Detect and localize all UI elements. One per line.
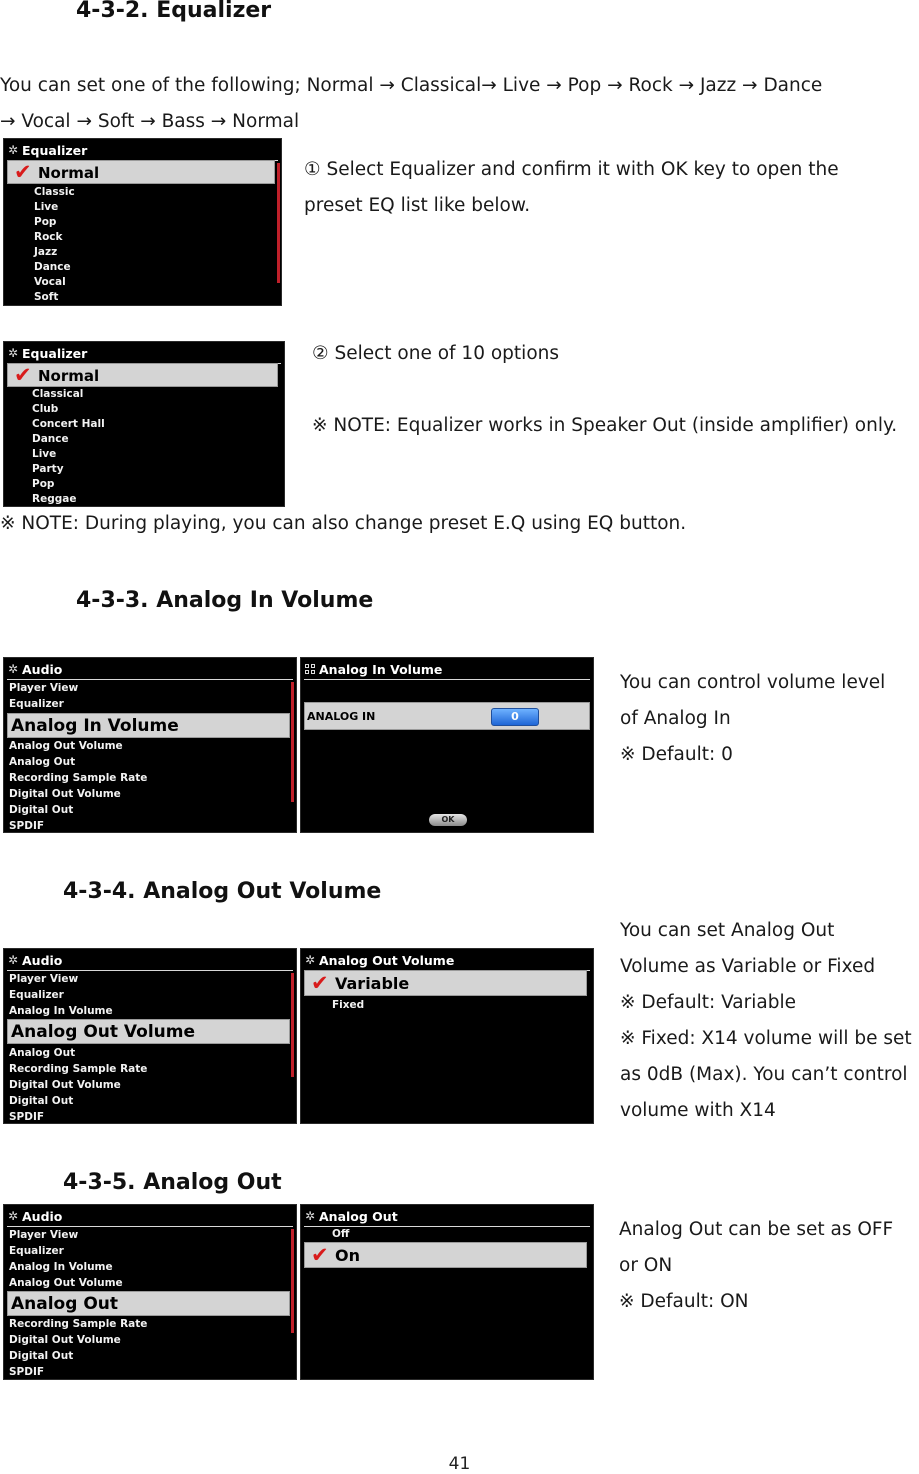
screen-title: Analog In Volume <box>319 661 443 677</box>
list-item: Equalizer <box>9 989 64 1001</box>
analog-out-volume-screen <box>300 948 594 1124</box>
list-item: Digital Out Volume <box>9 788 121 800</box>
list-item: Club <box>32 403 59 415</box>
screen-title: Audio <box>22 952 63 968</box>
selected-row: Analog Out <box>7 1291 290 1316</box>
list-item: Live <box>32 448 57 460</box>
list-item: Soft <box>34 291 59 303</box>
check-icon: ✔ <box>311 1243 329 1267</box>
section-heading-analog-in-volume: 4-3-3. Analog In Volume <box>76 588 374 613</box>
list-item: Digital Out <box>9 804 74 816</box>
list-item: Player View <box>9 1229 79 1241</box>
list-item: SPDIF <box>9 1366 45 1378</box>
ain-desc-line2: of Analog In <box>620 708 731 729</box>
audio-menu-screen <box>3 948 297 1124</box>
gear-icon: ✲ <box>305 952 316 967</box>
list-item: Equalizer <box>9 1245 64 1257</box>
eq-step2: ② Select one of 10 options <box>312 343 559 364</box>
list-item: Analog Out <box>9 1047 76 1059</box>
list-item: Analog Out Volume <box>9 740 123 752</box>
aov-desc-line4: ※ Fixed: X14 volume will be set <box>620 1028 912 1049</box>
grid-icon <box>305 664 316 675</box>
list-item: Player View <box>9 973 79 985</box>
section-heading-analog-out-volume: 4-3-4. Analog Out Volume <box>63 879 382 904</box>
audio-menu-screen <box>3 657 297 833</box>
eq-step1-line1: ① Select Equalizer and confirm it with OK key to open the <box>304 159 839 180</box>
list-item: Digital Out <box>9 1350 74 1362</box>
list-item: Vocal <box>34 276 66 288</box>
ao-desc-line3: ※ Default: ON <box>619 1291 749 1312</box>
list-item: Digital Out Volume <box>9 1079 121 1091</box>
list-item: Analog In Volume <box>9 1005 113 1017</box>
scrollbar <box>291 1229 294 1333</box>
list-item: Classical <box>32 388 84 400</box>
list-item: Digital Out <box>9 1095 74 1107</box>
list-item: Recording Sample Rate <box>9 772 148 784</box>
list-item[interactable]: Fixed <box>332 999 365 1011</box>
scrollbar <box>277 163 280 283</box>
list-item: Live <box>34 201 59 213</box>
gear-icon: ✲ <box>8 1208 19 1223</box>
aov-desc-line5: as 0dB (Max). You can’t control <box>620 1064 908 1085</box>
ao-desc-line1: Analog Out can be set as OFF <box>619 1219 894 1240</box>
selected-row: Analog In Volume <box>7 713 290 738</box>
gear-icon: ✲ <box>8 142 19 157</box>
list-item: Classic <box>34 186 75 198</box>
analog-in-label: ANALOG IN <box>307 710 376 723</box>
list-item: Analog In Volume <box>9 1261 113 1273</box>
list-item: Pop <box>32 478 55 490</box>
page-number: 41 <box>448 1454 471 1474</box>
selected-row: ✔ Normal <box>7 160 275 184</box>
list-item: Analog Out Volume <box>9 1277 123 1289</box>
selected-row: Analog Out Volume <box>7 1019 290 1044</box>
list-item: Dance <box>32 433 69 445</box>
eq-note-speaker: ※ NOTE: Equalizer works in Speaker Out (inside amplifier) only. <box>312 415 898 436</box>
selected-row[interactable]: ✔ On <box>304 1242 587 1268</box>
list-item: SPDIF <box>9 1111 45 1123</box>
gear-icon: ✲ <box>8 952 19 967</box>
eq-intro-line2: → Vocal → Soft → Bass → Normal <box>0 111 300 132</box>
screen-title: Equalizer <box>22 345 88 361</box>
list-item: Equalizer <box>9 698 64 710</box>
list-item: Jazz <box>34 246 58 258</box>
ao-desc-line2: or ON <box>619 1255 673 1276</box>
scrollbar <box>291 682 294 802</box>
aov-desc-line3: ※ Default: Variable <box>620 992 796 1013</box>
aov-desc-line2: Volume as Variable or Fixed <box>620 956 876 977</box>
eq-intro-line1: You can set one of the following; Normal → Classical→ Live → Pop → Rock → Jazz → Dance <box>0 75 823 96</box>
aov-desc-line6: volume with X14 <box>620 1100 776 1121</box>
list-item: Analog Out <box>9 756 76 768</box>
selected-row[interactable]: ✔ Variable <box>304 970 587 996</box>
section-heading-equalizer: 4-3-2. Equalizer <box>76 0 272 23</box>
list-item: Reggae <box>32 493 77 505</box>
list-item: Digital Out Volume <box>9 1334 121 1346</box>
aov-desc-line1: You can set Analog Out <box>620 920 835 941</box>
audio-menu-screen <box>3 1204 297 1380</box>
ok-button[interactable]: OK <box>429 814 467 826</box>
screen-title: Audio <box>22 1208 63 1224</box>
ain-desc-line3: ※ Default: 0 <box>620 744 733 765</box>
scrollbar <box>291 973 294 1077</box>
selected-row: ✔ Normal <box>7 363 278 387</box>
analog-in-value-spinner[interactable]: 0 <box>491 708 539 726</box>
screen-title: Analog Out <box>319 1208 398 1224</box>
screen-title: Audio <box>22 661 63 677</box>
check-icon: ✔ <box>14 363 32 387</box>
list-item: Pop <box>34 216 57 228</box>
list-item: Recording Sample Rate <box>9 1318 148 1330</box>
list-item: SPDIF <box>9 820 45 832</box>
list-item: Dance <box>34 261 71 273</box>
section-heading-analog-out: 4-3-5. Analog Out <box>63 1170 282 1195</box>
screen-title: Equalizer <box>22 142 88 158</box>
analog-in-volume-screen <box>300 657 594 833</box>
list-item: Recording Sample Rate <box>9 1063 148 1075</box>
eq-note-playing: ※ NOTE: During playing, you can also change preset E.Q using EQ button. <box>0 513 687 534</box>
list-item: Rock <box>34 231 63 243</box>
list-item: Party <box>32 463 64 475</box>
gear-icon: ✲ <box>8 661 19 676</box>
analog-in-field-row[interactable] <box>304 702 590 730</box>
check-icon: ✔ <box>311 971 329 995</box>
equalizer-screen-1 <box>3 138 282 306</box>
screen-title: Analog Out Volume <box>319 952 455 968</box>
check-icon: ✔ <box>14 160 32 184</box>
eq-step1-line2: preset EQ list like below. <box>304 195 531 216</box>
ain-desc-line1: You can control volume level <box>620 672 886 693</box>
analog-out-screen <box>300 1204 594 1380</box>
list-item: Player View <box>9 682 79 694</box>
gear-icon: ✲ <box>305 1208 316 1223</box>
list-item: Concert Hall <box>32 418 105 430</box>
equalizer-screen-2 <box>3 341 285 507</box>
list-item[interactable]: Off <box>332 1228 350 1240</box>
gear-icon: ✲ <box>8 345 19 360</box>
